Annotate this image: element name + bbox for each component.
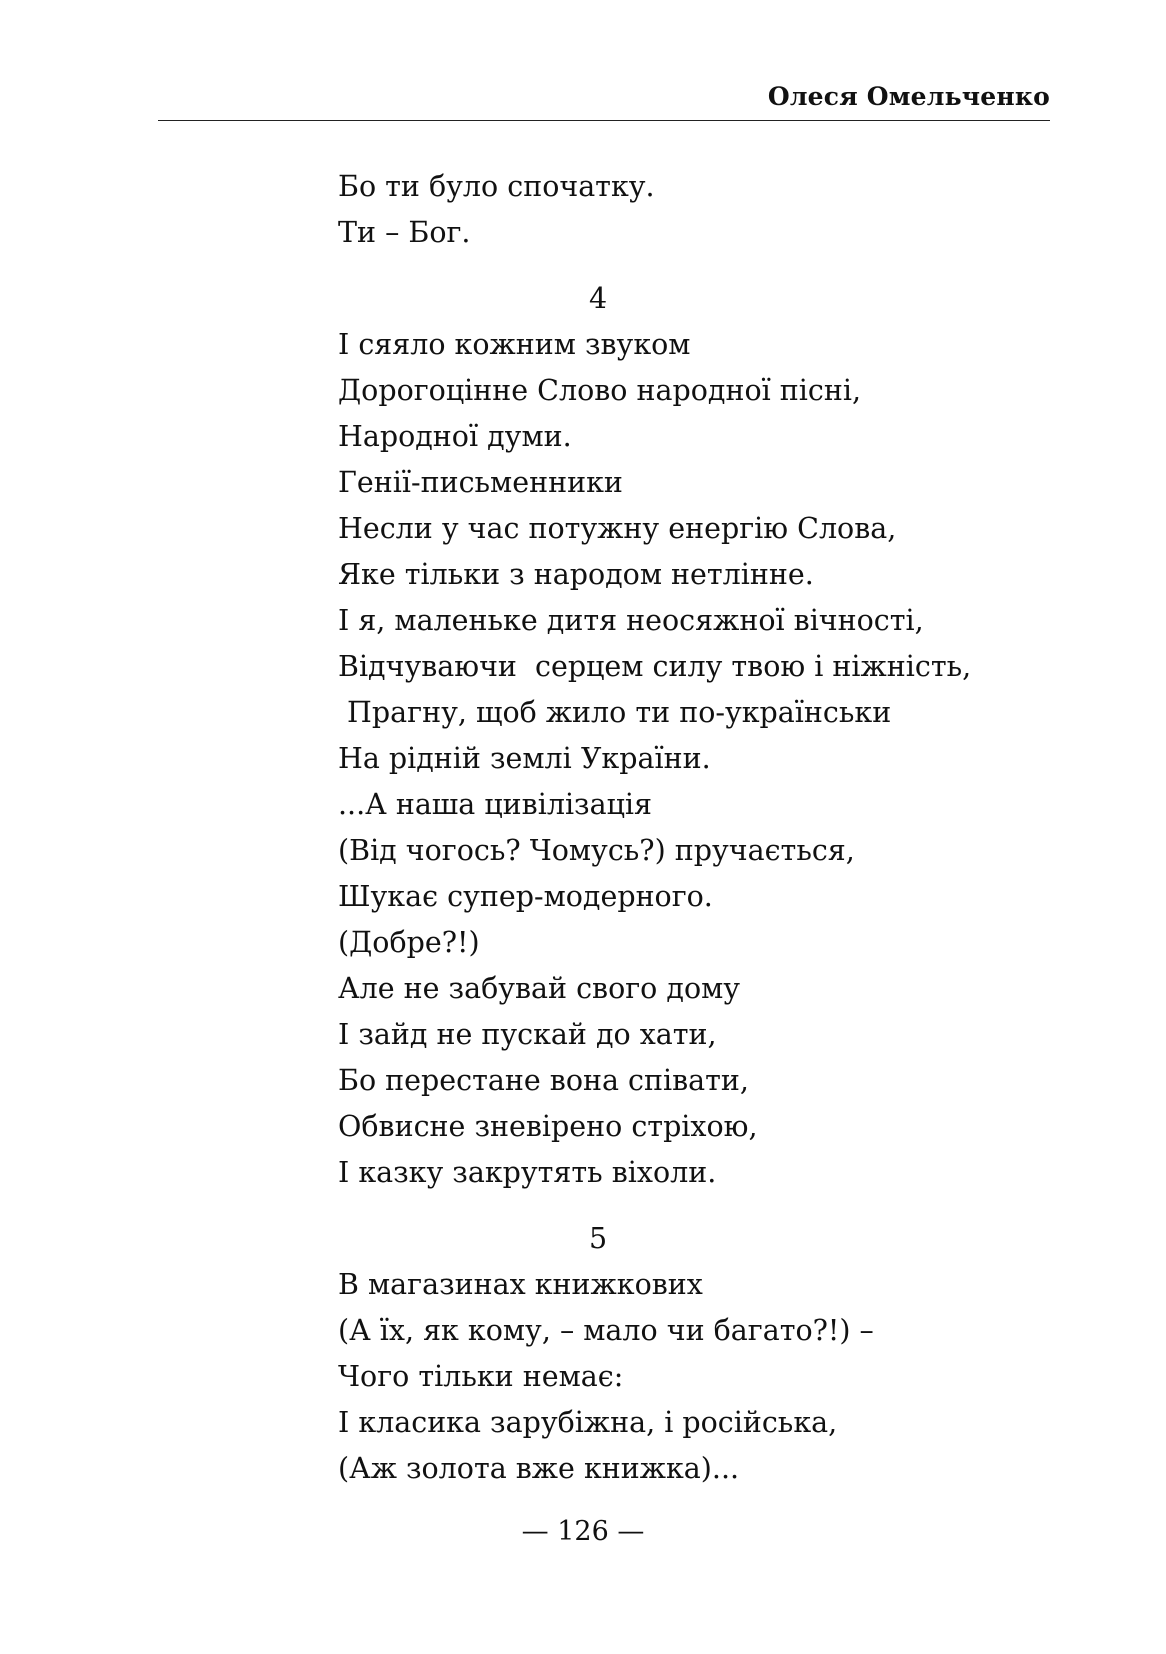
poem-line: Але не забувай свого дому: [338, 972, 741, 1005]
poem-line: (Добре?!): [338, 926, 480, 959]
poem-line: Дорогоцінне Слово народної пісні,: [338, 374, 862, 407]
section-number: 4: [589, 282, 608, 315]
stanza-gap: [338, 256, 1038, 276]
poem-line: На рідній землі України.: [338, 742, 711, 775]
poem-line: І зайд не пускай до хати,: [338, 1018, 717, 1051]
poem-line: Прагну, щоб жило ти по-українськи: [338, 696, 892, 729]
poem-line: І класика зарубіжна, і російська,: [338, 1406, 838, 1439]
poem-line: Шукає супер-модерного.: [338, 880, 713, 913]
poem-line: Бо ти було спочатку.: [338, 170, 655, 203]
poem-line: І казку закрутять віхоли.: [338, 1156, 717, 1189]
poem-line: І сяяло кожним звуком: [338, 328, 691, 361]
running-header: [158, 80, 1050, 121]
poem-line: Ти – Бог.: [338, 216, 471, 249]
poem-line: В магазинах книжкових: [338, 1268, 703, 1301]
poem-text: [338, 164, 1038, 1492]
poem-line: (Від чогось? Чомусь?) пручається,: [338, 834, 855, 867]
author-name: Олеся Омельченко: [767, 82, 1050, 111]
poem-line: Генії-письменники: [338, 466, 623, 499]
poem-line: ...А наша цивілізація: [338, 788, 653, 821]
poem-line: (Аж золота вже книжка)...: [338, 1452, 740, 1485]
poem-line: І я, маленьке дитя неосяжної вічності,: [338, 604, 924, 637]
poem-line: Яке тільки з народом нетлінне.: [338, 558, 814, 591]
poem-line: (А їх, як кому, – мало чи багато?!) –: [338, 1314, 874, 1347]
poem-line: Народної думи.: [338, 420, 572, 453]
poem-line: Обвисне зневірено стріхою,: [338, 1110, 758, 1143]
stanza-gap: [338, 1196, 1038, 1216]
section-number: 5: [589, 1222, 608, 1255]
poem-line: Відчуваючи серцем силу твою і ніжність,: [338, 650, 972, 683]
poem-line: Бо перестане вона співати,: [338, 1064, 749, 1097]
poem-line: Чого тільки немає:: [338, 1360, 624, 1393]
page-number: — 126 —: [521, 1516, 645, 1547]
poem-line: Несли у час потужну енергію Слова,: [338, 512, 897, 545]
